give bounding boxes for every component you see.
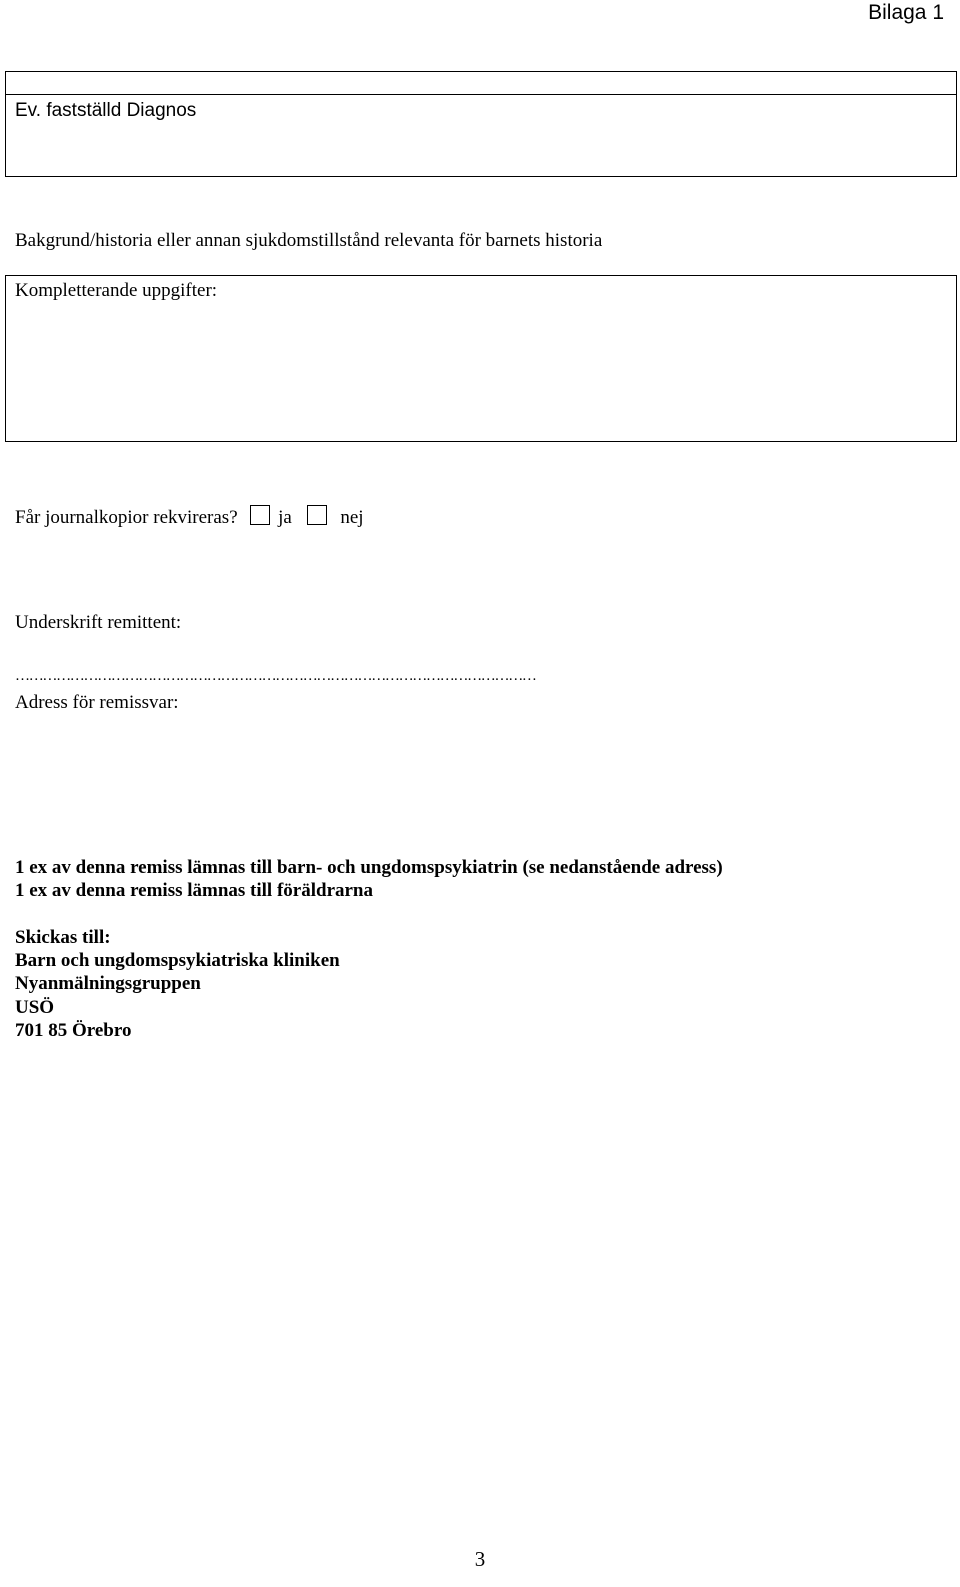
send-to-address-line: Nyanmälningsgruppen <box>15 973 201 994</box>
journal-copies-question-row <box>15 505 364 529</box>
supplementary-info-label: Kompletterande uppgifter: <box>15 280 218 301</box>
send-to-address-line: USÖ <box>15 997 55 1018</box>
no-label: nej <box>340 507 364 528</box>
send-to-address-line: 701 85 Örebro <box>15 1020 132 1041</box>
attachment-label: Bilaga 1 <box>868 1 944 24</box>
page-number: 3 <box>474 1547 486 1571</box>
referrer-signature-label: Underskrift remittent: <box>15 612 182 633</box>
diagnos-field-box[interactable] <box>5 71 957 177</box>
diagnos-box-divider <box>6 94 956 95</box>
background-history-label: Bakgrund/historia eller annan sjukdomstillstånd relevanta för barnets historia <box>15 230 603 251</box>
no-checkbox[interactable] <box>307 505 327 525</box>
signature-line[interactable]: …………………………………………………………………………………………………… <box>15 668 536 684</box>
send-to-heading: Skickas till: <box>15 927 111 948</box>
copy-instruction-clinic: 1 ex av denna remiss lämnas till barn- och ungdomspsykiatrin (se nedanstående adress) <box>15 857 723 878</box>
yes-label: ja <box>278 507 292 528</box>
reply-address-label: Adress för remissvar: <box>15 692 179 713</box>
diagnos-label: Ev. fastställd Diagnos <box>15 100 197 121</box>
copy-instruction-parents: 1 ex av denna remiss lämnas till föräldrarna <box>15 880 374 901</box>
send-to-address-line: Barn och ungdomspsykiatriska kliniken <box>15 950 340 971</box>
journal-copies-question: Får journalkopior rekvireras? <box>15 507 238 528</box>
yes-checkbox[interactable] <box>250 505 270 525</box>
